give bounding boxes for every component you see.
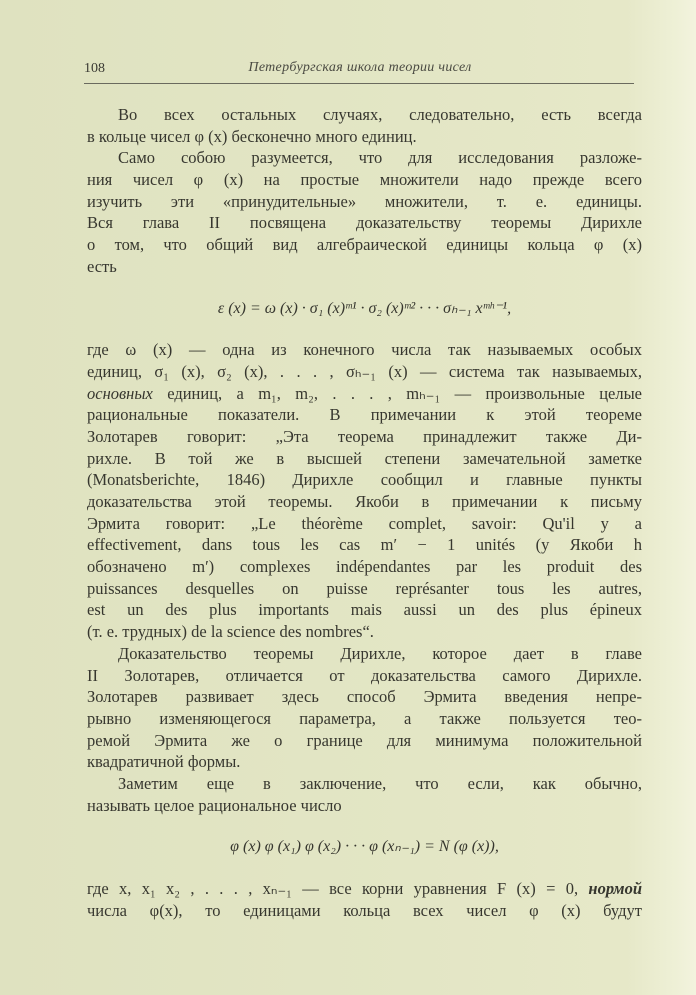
text-run: в кольце чисел φ (x) бесконечно много единиц. <box>87 126 417 146</box>
text-line <box>87 469 642 491</box>
text-run: где x, x₁ x₂ , . . . , xₙ₋₁ — все корни уравнения F (x) = 0, <box>87 879 589 898</box>
text-line <box>87 643 642 665</box>
text-line <box>87 599 642 621</box>
text-run: ния чисел φ (x) на простые множители надо прежде всего <box>87 170 642 190</box>
text-line <box>87 491 642 513</box>
text-run: est un des plus importants mais aussi un des plus épineux <box>87 600 642 620</box>
text-line <box>87 708 642 730</box>
text-line <box>87 212 642 234</box>
text-run: рациональные показатели. В примечании к этой теореме <box>87 405 642 425</box>
text-run: Эрмита говорит: „Le théorème complet, savoir: Qu'il y a <box>87 513 642 533</box>
text-run: Золотарев развивает здесь способ Эрмита введения непре- <box>87 687 642 707</box>
text-line <box>87 126 642 148</box>
text-run: puissances desquelles on puisse représanter tous les autres, <box>87 578 642 598</box>
text-line <box>87 513 642 535</box>
text-run: единиц, σ₁ (x), σ₂ (x), . . . , σₕ₋₁ (x) — система так называемых, <box>87 361 642 381</box>
text-run: Заметим еще в заключение, что если, как обычно, <box>118 773 642 793</box>
emphasized-text: нормой <box>588 879 642 898</box>
text-line <box>87 686 642 708</box>
text-line <box>87 751 642 773</box>
page-number: 108 <box>84 61 105 76</box>
text-line <box>87 191 642 213</box>
text-line <box>87 426 642 448</box>
text-run: где ω (x) — одна из конечного числа так называемых особых <box>87 340 642 360</box>
text-run: изучить эти «принудительные» множители, т. е. единицы. <box>87 191 642 211</box>
text-run: effectivement, dans tous les cas m′ − 1 unités (у Якоби h <box>87 535 642 555</box>
text-run: называть целое рациональное число <box>87 795 342 815</box>
text-line <box>87 339 642 361</box>
text-line <box>87 383 642 405</box>
text-run: доказательства этой теоремы. Якоби в примечании к письму <box>87 492 642 511</box>
text-line <box>87 795 642 817</box>
header-rule <box>84 83 634 84</box>
text-run: Вся глава II посвящена доказательству теоремы Дирихле <box>87 213 642 233</box>
running-title: Петербургская школа теории чисел <box>248 60 472 75</box>
text-run: Золотарев говорит: „Эта теорема принадлежит также Ди- <box>87 426 642 446</box>
text-run: квадратичной формы. <box>87 752 241 772</box>
text-line <box>87 361 642 383</box>
emphasized-text: основных <box>87 383 153 403</box>
text-run: единиц, а m₁, m₂, . . . , mₕ₋₁ — произвольные целые <box>152 383 642 403</box>
text-line <box>87 730 642 752</box>
text-line <box>87 621 642 643</box>
text-line <box>87 773 642 795</box>
text-run: Во всех остальных случаях, следовательно, есть всегда <box>118 105 642 124</box>
text-run: ремой Эрмита же о границе для минимума положительной <box>87 730 642 750</box>
text-run: (Monatsberichte, 1846) Дирихле сообщил и главные пункты <box>87 470 642 490</box>
text-run: рывно изменяющегося параметра, а также пользуется тео- <box>87 708 642 728</box>
text-run: есть <box>87 256 117 276</box>
text-line <box>87 104 642 126</box>
text-run: о том, что общий вид алгебраической единицы кольца φ (x) <box>87 235 642 255</box>
text-run: φ (x) φ (x₁) φ (x₂) · · · φ (xₙ₋₁) = N (φ (x)), <box>230 838 499 856</box>
text-run: рихле. В той же в высшей степени замечательной заметке <box>87 448 642 468</box>
text-line <box>87 665 642 687</box>
text-run: II Золотарев, отличается от доказательства самого Дирихле. <box>87 665 642 685</box>
text-line <box>87 147 642 169</box>
text-line <box>87 556 642 578</box>
formula <box>87 278 642 340</box>
text-run: Доказательство теоремы Дирихле, которое дает в главе <box>118 643 642 663</box>
text-run: числа φ(x), то единицами кольца всех чисел φ (x) будут <box>87 900 642 920</box>
text-line <box>87 234 642 256</box>
text-run: Само собою разумеется, что для исследования разложе- <box>118 148 642 168</box>
text-run: ε (x) = ω (x) · σ₁ (x)ᵐ¹ · σ₂ (x)ᵐ² · · · σₕ₋₁ xᵐʰ⁻¹, <box>217 299 512 317</box>
text-line <box>87 578 642 600</box>
text-line <box>87 878 642 900</box>
text-line <box>87 534 642 556</box>
body-text <box>87 104 642 921</box>
text-line <box>87 169 642 191</box>
text-run: (т. е. трудных) de la science des nombres“. <box>87 622 374 642</box>
text-line <box>87 404 642 426</box>
text-line <box>87 448 642 470</box>
text-line <box>87 900 642 922</box>
formula <box>87 816 642 878</box>
text-line <box>87 256 642 278</box>
text-run: обозначено m′) complexes indépendantes par les produit des <box>87 557 642 577</box>
